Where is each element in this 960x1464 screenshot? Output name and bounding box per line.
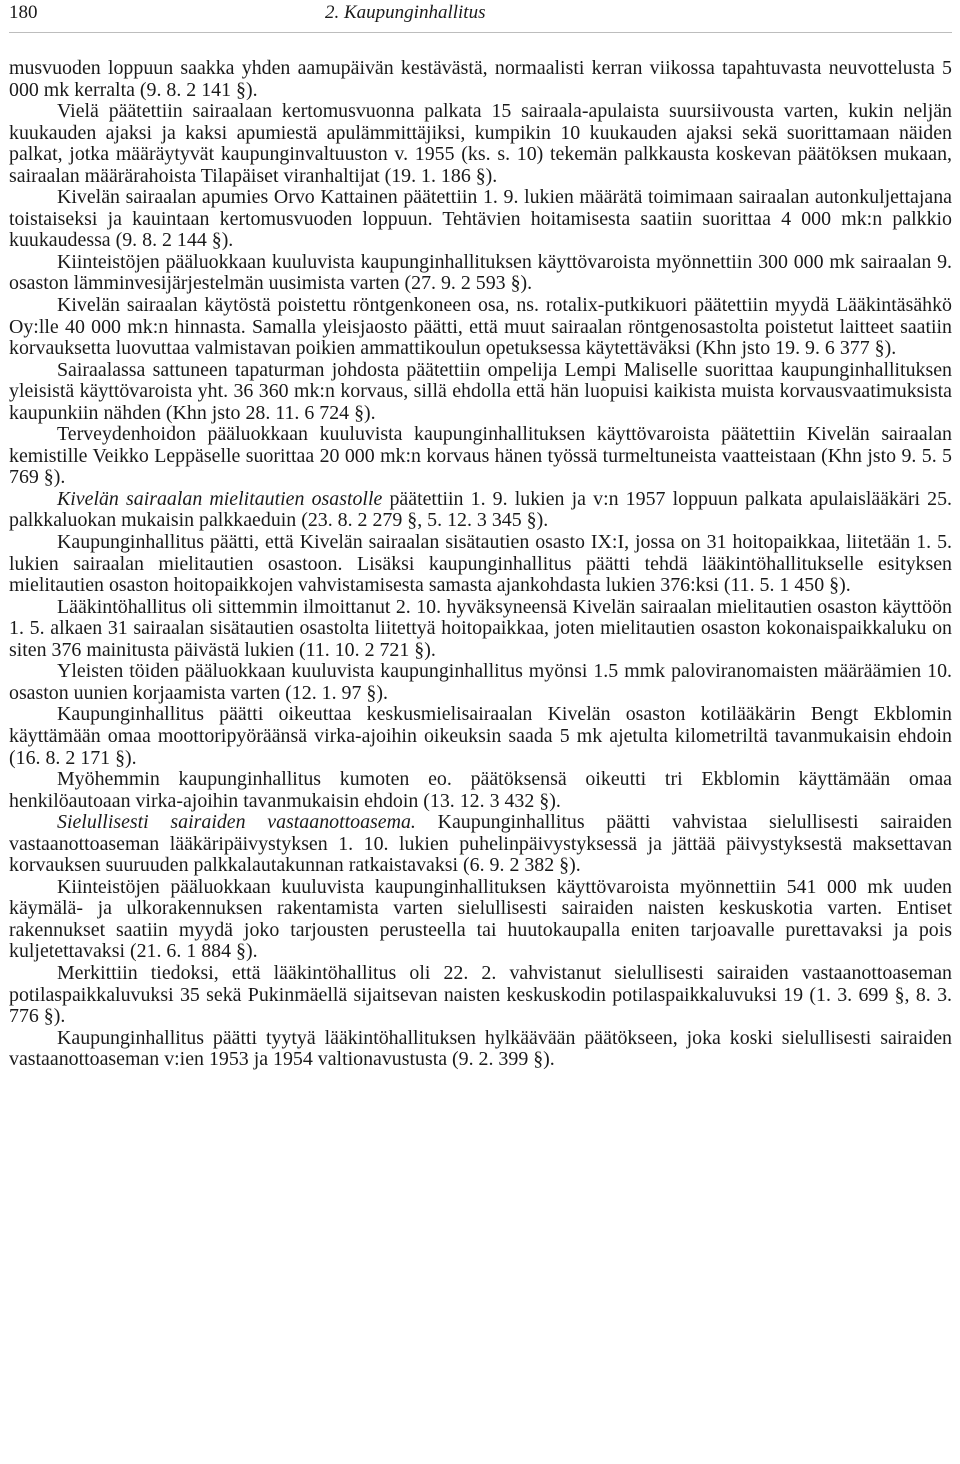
paragraph bbox=[9, 489, 952, 532]
running-head: 2. Kaupunginhallitus bbox=[325, 2, 486, 23]
body-text bbox=[9, 58, 952, 1071]
paragraph: Vielä päätettiin sairaalaan kertomusvuonna palkata 15 sairaala-apulaista suursiivousta varten, kukin neljän kuukauden ajaksi ja kaksi apumiestä apulämmittäjiksi, kumpikin 10 kuukauden ajaksi sekä suorittamaan näiden palkat, jotka määräytyvät kaupunginvaltuuston v. 1955 (ks. s. 10) tekemän palkkausta koskevan päätöksen mukaan, sairaalan määrärahoista Tilapäiset viranhaltijat (19. 1. 186 §). bbox=[9, 100, 952, 187]
paragraph: Terveydenhoidon pääluokkaan kuuluvista kaupunginhallituksen käyttövaroista päätettiin Kivelän sairaalan kemistille Veikko Leppäselle suorittaa 20 000 mk:n korvaus hänen työssä turmeltuneista vaatteistaan (Khn jsto 9. 5. 5 769 §). bbox=[9, 423, 952, 489]
header-rule bbox=[9, 32, 952, 33]
paragraph: Sairaalassa sattuneen tapaturman johdosta päätettiin ompelija Lempi Maliselle suorittaa kaupunginhallituksen yleisistä käyttövaroista yht. 36 360 mk:n korvaus, sillä ehdolla että hän luopuisi kaikista muista korvausvaatimuksista kaupunkiin nähden (Khn jsto 28. 11. 6 724 §). bbox=[9, 358, 952, 424]
paragraph: Merkittiin tiedoksi, että lääkintöhallitus oli 22. 2. vahvistanut sielullisesti sairaiden vastaanottoaseman potilaspaikkaluvuksi 35 sekä Pukinmäellä sijaitsevan naisten keskuskodin potilaspaikkaluvuksi 19 (1. 3. 699 §, 8. 3. 776 §). bbox=[9, 961, 952, 1028]
italic-lead: Sielullisesti sairaiden vastaanottoasema. bbox=[57, 811, 416, 834]
paragraph: Myöhemmin kaupunginhallitus kumoten eo. päätöksensä oikeutti tri Ekblomin käyttämään omaa henkilöautoaan virka-ajoihin tavanmukaisin ehdoin (13. 12. 3 432 §). bbox=[9, 768, 952, 812]
paragraph: Kaupunginhallitus päätti oikeuttaa keskusmielisairaalan Kivelän osaston kotilääkärin Bengt Ekblomin käyttämään omaa moottoripyöräänsä virka-ajoihin oikeuksin saada 5 mk ajetulta kilometriltä tavanmukaisin ehdoin (16. 8. 2 171 §). bbox=[9, 703, 952, 769]
paragraph: Kaupunginhallitus päätti, että Kivelän sairaalan sisätautien osasto IX:I, jossa on 31 hoitopaikkaa, liitetään 1. 5. lukien sairaalan mielitautien osastoon. Lisäksi kaupunginhallitus päätti tehdä lääkintöhallitukselle esityksen mielitautien osaston hoitopaikkojen vahvistamisesta samasta ajankohdasta lukien 376:ksi (11. 5. 1 450 §). bbox=[9, 531, 952, 597]
paragraph: Kivelän sairaalan käytöstä poistettu röntgenkoneen osa, ns. rotalix-putkikuori päätettiin myydä Lääkintäsähkö Oy:lle 40 000 mk:n hinnasta. Samalla yleisjaosto päätti, että muut sairaalan röntgenosastolta poistetut laitteet saatiin korvauksetta luovuttaa valmistavan poikien ammattikoulun opetuksessa käytettäväksi (Khn jsto 19. 9. 6 377 §). bbox=[9, 294, 952, 360]
page-header bbox=[9, 2, 952, 36]
paragraph bbox=[9, 812, 952, 877]
paragraph-text: Kaupunginhallitus päätti vahvistaa sielullisesti sairaiden vastaanottoaseman lääkäripäivystyksen 1. 10. lukien puhelinpäivystyksessä ja jättää päivystyksestä maksettavan korvauksen suuruuden palkkalautakunnan ratkaistavaksi (6. 9. 2 382 §). bbox=[9, 811, 952, 877]
paragraph: Kiinteistöjen pääluokkaan kuuluvista kaupunginhallituksen käyttövaroista myönnettiin 541 000 mk uuden käymälä- ja ulkorakennuksen rakentamista varten sielullisesti sairaiden naisten keskuskotia varten. Entiset rakennukset saatiin myydä joko tarjousten perusteella tai huutokaupalla eniten tarjoavalle purettavaksi ja pois kuljetettavaksi (21. 6. 1 884 §). bbox=[9, 875, 952, 963]
italic-lead: Kivelän sairaalan mielitautien osastolle bbox=[57, 487, 383, 510]
paragraph: musvuoden loppuun saakka yhden aamupäivän kestävästä, normaalisti kerran viikossa tapahtuvasta neuvottelusta 5 000 mk kerralta (9. 8. 2 141 §). bbox=[9, 57, 952, 101]
paragraph-text: päätettiin 1. 9. lukien ja v:n 1957 loppuun palkata apulaislääkäri 25. palkkaluokan mukaisin palkkaeduin (23. 8. 2 279 §, 5. 12. 3 345 §). bbox=[9, 487, 952, 532]
paragraph: Lääkintöhallitus oli sittemmin ilmoittanut 2. 10. hyväksyneensä Kivelän sairaalan mielitautien osaston käyttöön 1. 5. alkaen 31 sairaalan sisätautien osastolta liitettyä hoitopaikkaa, joten mielitautien osaston kokonaispaikkaluku on siten 376 mainitusta päivästä lukien (11. 10. 2 721 §). bbox=[9, 595, 952, 661]
paragraph: Kaupunginhallitus päätti tyytyä lääkintöhallituksen hylkäävään päätökseen, joka koski sielullisesti sairaiden vastaanottoaseman v:ien 1953 ja 1954 valtionavustusta (9. 2. 399 §). bbox=[9, 1026, 952, 1071]
paragraph: Kiinteistöjen pääluokkaan kuuluvista kaupunginhallituksen käyttövaroista myönnettiin 300 000 mk sairaalan 9. osaston lämminvesijärjestelmän uusimista varten (27. 9. 2 593 §). bbox=[9, 250, 952, 295]
paragraph: Kivelän sairaalan apumies Orvo Kattainen päätettiin 1. 9. lukien määrätä toimimaan sairaalan autonkuljettajana toistaiseksi ja kauintaan kertomusvuoden loppuun. Tehtävien hoitamisesta saatiin suorittaa 4 000 mk:n palkkio kuukaudessa (9. 8. 2 144 §). bbox=[9, 186, 952, 252]
paragraph: Yleisten töiden pääluokkaan kuuluvista kaupunginhallitus myönsi 1.5 mmk paloviranomaisten määräämien 10. osaston uunien korjaamista varten (12. 1. 97 §). bbox=[9, 660, 952, 704]
page-number: 180 bbox=[9, 2, 38, 23]
